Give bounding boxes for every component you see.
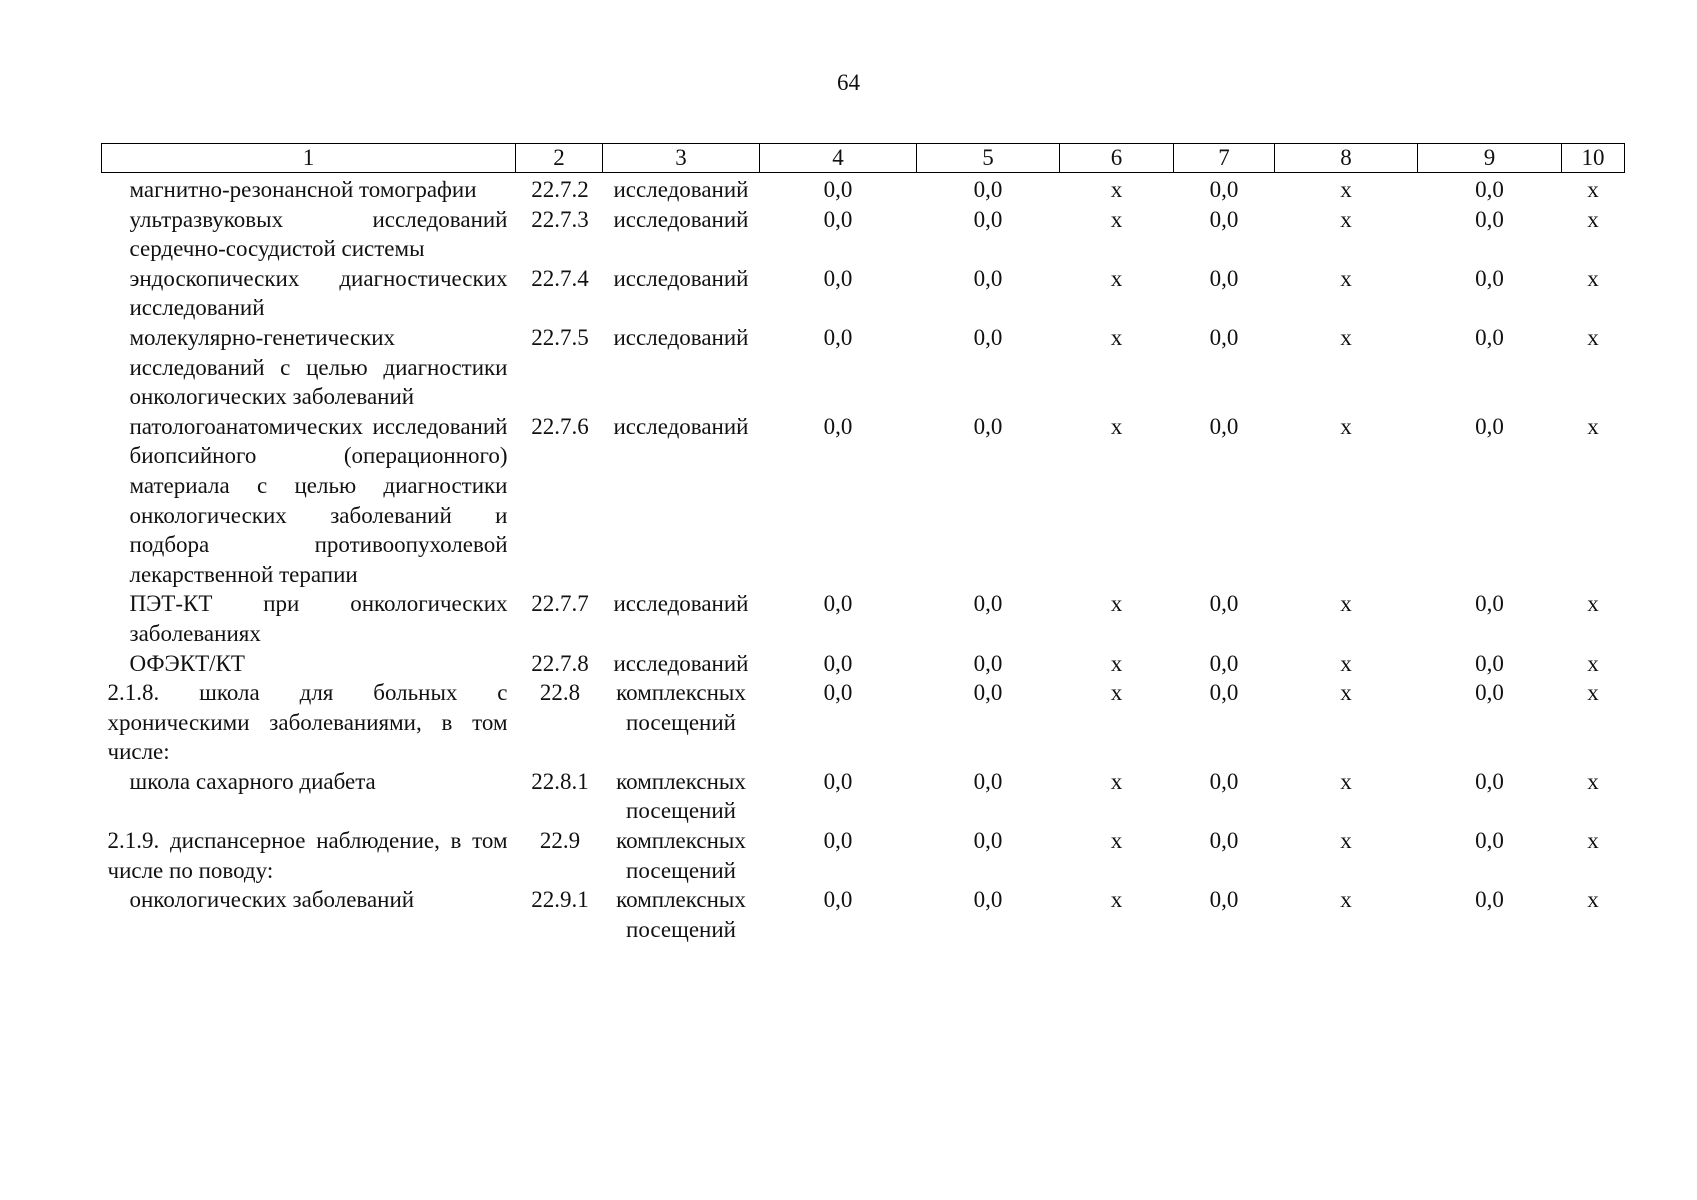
row-value-c9: 0,0 — [1475, 650, 1504, 676]
row-value-c7: 0,0 — [1209, 177, 1239, 202]
table-row — [102, 173, 1625, 205]
row-unit: исследований — [613, 265, 749, 291]
row-value-c9: 0,0 — [1475, 828, 1504, 854]
row-value-c9: 0,0 — [1475, 265, 1504, 291]
row-code: 22.7.4 — [531, 265, 589, 291]
row-value-c7: 0,0 — [1209, 768, 1239, 794]
row-value-c4: 0,0 — [823, 324, 853, 350]
row-value-c9: 0,0 — [1475, 177, 1504, 202]
row-value-c10: х — [1587, 680, 1599, 706]
row-value-c4: 0,0 — [823, 768, 853, 794]
data-table — [101, 143, 1625, 944]
row-value-c5: 0,0 — [973, 828, 1003, 854]
row-value-c4: 0,0 — [823, 177, 853, 202]
row-unit: исследований — [613, 650, 749, 676]
column-header-4: 4 — [760, 144, 917, 173]
row-value-c5: 0,0 — [973, 768, 1003, 794]
row-code: 22.7.5 — [531, 324, 589, 350]
row-value-c7: 0,0 — [1209, 650, 1239, 676]
table-row — [102, 826, 1625, 885]
row-code: 22.9 — [539, 828, 581, 854]
row-value-c5: 0,0 — [973, 177, 1003, 202]
row-value-c8: х — [1340, 324, 1352, 350]
row-value-c7: 0,0 — [1209, 265, 1239, 291]
row-value-c4: 0,0 — [823, 265, 853, 291]
column-header-1: 1 — [102, 144, 516, 173]
row-value-c4: 0,0 — [823, 828, 853, 854]
column-header-5: 5 — [917, 144, 1060, 173]
row-value-c7: 0,0 — [1209, 413, 1239, 439]
row-value-c6: х — [1110, 177, 1123, 202]
row-value-c6: х — [1110, 265, 1123, 291]
row-value-c7: 0,0 — [1209, 828, 1239, 854]
row-unit: исследований — [613, 177, 749, 202]
row-code: 22.7.3 — [531, 206, 589, 232]
table-row — [102, 589, 1625, 648]
row-name: 2.1.9. диспансерное наблюдение, в том числе по поводу: — [107, 828, 508, 883]
row-value-c9: 0,0 — [1475, 768, 1504, 794]
row-value-c6: х — [1110, 828, 1123, 854]
row-value-c10: х — [1587, 887, 1599, 913]
row-unit: исследований — [613, 324, 749, 350]
row-value-c10: х — [1587, 206, 1599, 232]
row-name: школа сахарного диабета — [129, 768, 376, 794]
column-header-10: 10 — [1562, 144, 1625, 173]
row-value-c9: 0,0 — [1475, 206, 1504, 232]
row-name: ПЭТ-КТ при онкологических заболеваниях — [129, 591, 508, 646]
row-unit: комплексных посещений — [616, 828, 746, 883]
row-value-c6: х — [1110, 650, 1123, 676]
row-value-c7: 0,0 — [1209, 680, 1239, 706]
row-name: 2.1.8. школа для больных с хроническими заболеваниями, в том числе: — [107, 680, 508, 765]
row-name: ОФЭКТ/КТ — [129, 650, 245, 676]
row-unit: исследований — [613, 591, 749, 617]
column-header-3: 3 — [603, 144, 760, 173]
row-name: молекулярно-генетических исследований с целью диагностики онкологических заболеваний — [129, 324, 508, 410]
row-value-c6: х — [1110, 413, 1123, 439]
row-value-c8: х — [1340, 768, 1352, 794]
row-value-c10: х — [1587, 265, 1599, 291]
row-code: 22.7.2 — [531, 177, 589, 202]
row-value-c4: 0,0 — [823, 591, 853, 617]
column-header-8: 8 — [1275, 144, 1418, 173]
row-code: 22.7.7 — [531, 591, 589, 617]
row-value-c4: 0,0 — [823, 680, 853, 706]
row-value-c8: х — [1340, 265, 1352, 291]
table-row — [102, 205, 1625, 264]
row-value-c9: 0,0 — [1475, 680, 1504, 706]
row-code: 22.7.6 — [531, 413, 589, 439]
row-name: онкологических заболеваний — [129, 887, 415, 913]
row-value-c4: 0,0 — [823, 650, 853, 676]
row-value-c6: х — [1110, 680, 1123, 706]
table-row — [102, 885, 1625, 944]
row-value-c9: 0,0 — [1475, 413, 1504, 439]
row-value-c10: х — [1587, 591, 1599, 617]
row-value-c5: 0,0 — [973, 265, 1003, 291]
row-unit: комплексных посещений — [616, 680, 746, 735]
row-code: 22.8.1 — [531, 768, 589, 794]
row-unit: комплексных посещений — [616, 887, 746, 942]
row-value-c4: 0,0 — [823, 413, 853, 439]
row-value-c4: 0,0 — [823, 887, 853, 913]
row-value-c7: 0,0 — [1209, 324, 1239, 350]
row-value-c6: х — [1110, 768, 1123, 794]
row-code: 22.7.8 — [531, 650, 589, 676]
row-value-c5: 0,0 — [973, 680, 1003, 706]
row-value-c9: 0,0 — [1475, 324, 1504, 350]
table-row — [102, 767, 1625, 826]
column-header-6: 6 — [1060, 144, 1174, 173]
row-value-c6: х — [1110, 591, 1123, 617]
row-value-c10: х — [1587, 324, 1599, 350]
row-value-c8: х — [1340, 413, 1352, 439]
row-value-c8: х — [1340, 650, 1352, 676]
row-value-c9: 0,0 — [1475, 887, 1504, 913]
row-value-c5: 0,0 — [973, 413, 1003, 439]
row-value-c6: х — [1110, 206, 1123, 232]
row-name: патологоанатомических исследований биопсийного (операционного) материала с целью диагностики онкологических заболеваний и подбора противоопухолевой лекарственной терапии — [129, 413, 508, 587]
row-value-c5: 0,0 — [973, 887, 1003, 913]
row-value-c8: х — [1340, 680, 1352, 706]
row-name: магнитно-резонансной томографии — [129, 177, 477, 202]
row-value-c7: 0,0 — [1209, 206, 1239, 232]
page-number: 64 — [837, 70, 860, 95]
row-value-c8: х — [1340, 591, 1352, 617]
row-value-c5: 0,0 — [973, 206, 1003, 232]
row-unit: исследований — [613, 206, 749, 232]
row-name: ультразвуковых исследований сердечно-сосудистой системы — [129, 206, 508, 262]
row-value-c9: 0,0 — [1475, 591, 1504, 617]
row-value-c8: х — [1340, 177, 1352, 202]
row-value-c10: х — [1587, 413, 1599, 439]
row-code: 22.8 — [539, 680, 581, 706]
row-value-c10: х — [1587, 177, 1599, 202]
row-value-c5: 0,0 — [973, 591, 1003, 617]
row-value-c8: х — [1340, 828, 1352, 854]
row-value-c7: 0,0 — [1209, 591, 1239, 617]
row-value-c10: х — [1587, 650, 1599, 676]
column-header-7: 7 — [1174, 144, 1275, 173]
column-header-2: 2 — [516, 144, 603, 173]
table-row — [102, 678, 1625, 767]
row-value-c4: 0,0 — [823, 206, 853, 232]
column-header-9: 9 — [1418, 144, 1562, 173]
row-value-c8: х — [1340, 206, 1352, 232]
row-value-c7: 0,0 — [1209, 887, 1239, 913]
table-row — [102, 412, 1625, 590]
header-row — [102, 144, 1625, 173]
table-row — [102, 323, 1625, 412]
row-value-c10: х — [1587, 768, 1599, 794]
row-value-c5: 0,0 — [973, 650, 1003, 676]
row-value-c6: х — [1110, 324, 1123, 350]
row-value-c5: 0,0 — [973, 324, 1003, 350]
row-unit: исследований — [613, 413, 749, 439]
table-row — [102, 264, 1625, 323]
table-row — [102, 649, 1625, 679]
row-name: эндоскопических диагностических исследований — [129, 265, 508, 321]
row-code: 22.9.1 — [531, 887, 589, 913]
row-value-c10: х — [1587, 828, 1599, 854]
row-unit: комплексных посещений — [616, 768, 746, 824]
row-value-c8: х — [1340, 887, 1352, 913]
row-value-c6: х — [1110, 887, 1123, 913]
